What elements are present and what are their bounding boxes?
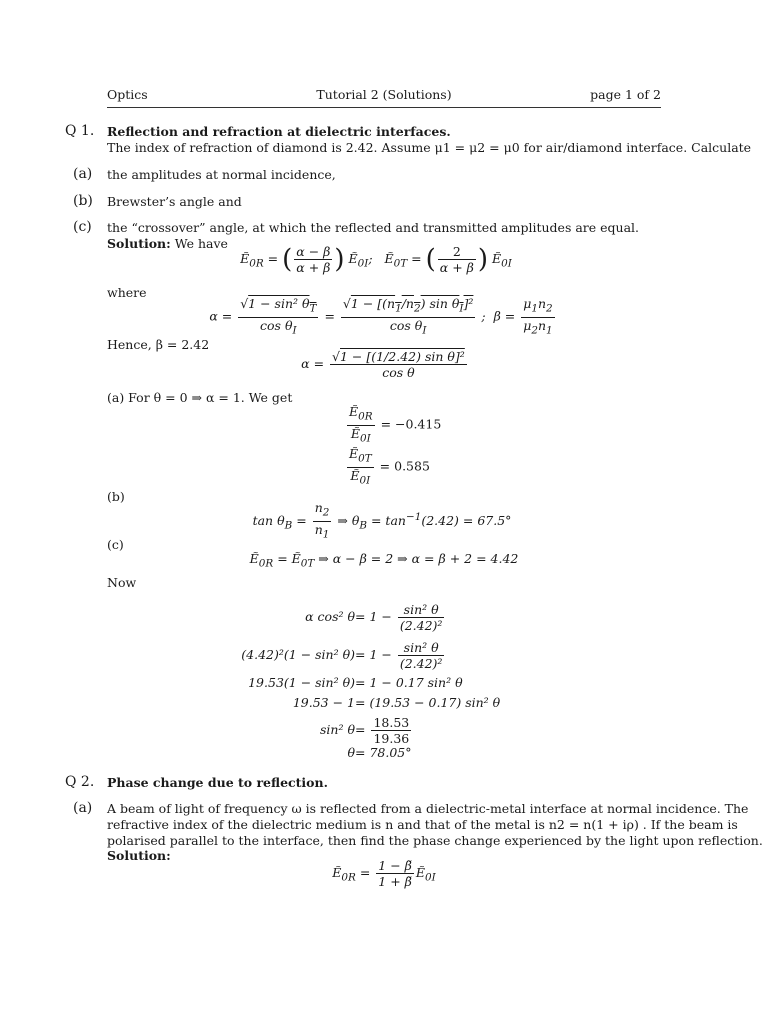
derivation-line-2-den: (2.42)² [399,656,443,671]
derivation-line-5-rhs: = [355,722,366,737]
transmission-ratio-value: = 0.585 [379,458,430,474]
crossover-equation: Ẽ$_{0R}$ = Ẽ$_{0T}$ ⇒ α − β = 2 ⇒ α = β + 2 = 4.42 [249,551,519,570]
header-page-number: page 1 of 2 [590,87,661,102]
amplitude-equations: Ẽ$_{0R}$ = ( $\frac{\alpha - \beta}{\alpha + \beta}$ ) Ẽ$_{0I}$; Ẽ$_{0T}$ = ( $\frac{2}{\alpha + \beta}$ ) Ẽ$_{0I}$ [240,244,512,275]
derivation-line-6 [0,736,768,770]
q1-part-c-label: (c) [73,219,92,235]
q2-reflection-equation: Ẽ$_{0R}$ = $\frac{1 - \betã}{1 + \betã}$ Ẽ$_{0I}$ [332,858,436,889]
q1-solution-label: Solution: [107,236,171,251]
derivation-line-1-den: (2.42)² [399,618,443,633]
derivation-line-3-rhs: = 1 − 0.17 sin² θ [355,675,463,690]
q2-title: Phase change due to reflection. [107,775,328,790]
derivation-line-4-lhs: 19.53 − 1 [292,695,355,710]
q1-part-b-label: (b) [73,193,93,209]
q2-text-line-1: A beam of light of frequency ω is reflected from a dielectric-metal interface at normal incidence. The [107,801,749,816]
q1-part-c-text: the “crossover” angle, at which the reflected and transmitted amplitudes are equal. [107,220,640,235]
derivation-line-5-num: 18.53 [373,715,410,730]
q2-part-a-label: (a) [73,800,93,816]
brewster-angle-equation: $\tan \theta_B$ = $\frac{n_2}{n_1}$ ⇒ $\theta_B = \tan^{-1}(2.42) = 67.5^\circ$ [252,500,512,540]
derivation-line-5-den: 19.36 [373,731,410,746]
q2-text-line-3: polarised parallel to the interface, then find the phase change experienced by the light upon reflection. [107,833,763,848]
derivation-line-5-lhs: sin² θ [320,722,355,737]
q1-number: Q 1. [65,123,95,139]
q1-solution-intro: We have [174,236,228,251]
derivation-line-2-lhs: (4.42)²(1 − sin² θ) [241,647,355,662]
header-course: Optics [107,87,148,102]
derivation-line-1 [0,600,768,634]
q1-part-a-solution: (a) For θ = 0 ⇒ α = 1. We get [107,390,293,405]
alpha-diamond-equation: α = $\frac{\text{√1 − [(1/2.42) sin θ]²}}{\text{cos θ}}$ [301,349,465,380]
q1-part-a-text: the amplitudes at normal incidence, [107,167,336,182]
derivation-line-2-num: sin² θ [398,640,445,656]
header-title: Tutorial 2 (Solutions) [316,87,452,102]
derivation-line-6-rhs: = 78.05° [355,745,412,760]
q1-title: Reflection and refraction at dielectric interfaces. [107,124,451,139]
derivation-line-4-rhs: = (19.53 − 0.17) sin² θ [355,695,501,710]
derivation-line-1-num: sin² θ [398,602,445,618]
q1-intro: The index of refraction of diamond is 2.42. Assume μ1 = μ2 = μ0 for air/diamond interface. Calculate [107,140,752,155]
derivation-line-1-rhs: = 1 − [355,609,392,624]
transmission-ratio: $\frac{Ẽ_{0T}}{Ẽ_{0I}}$ = 0.585 [349,446,430,486]
derivation-line-6-lhs: θ [347,745,355,760]
derivation-line-1-lhs: α cos² θ [305,609,355,624]
running-header [107,87,661,105]
derivation-line-2-rhs: = 1 − [355,647,392,662]
q1-part-a-label: (a) [73,166,93,182]
q2-number: Q 2. [65,774,95,790]
derivation-line-3-lhs: 19.53(1 − sin² θ) [248,675,355,690]
alpha-beta-definitions: α = $\frac{√1 - \sin^2 \theta_T}{\cos \theta_I}$ = $\frac{√1 - [(n_1/n_2) \sin \theta_I]^2}{\cos \theta_I}$ ; β = $\frac{\mu_1n_2}{\mu_2n_1}$ [209,296,553,336]
q1-part-c-solution-label: (c) [107,537,124,552]
q1-where: where [107,285,147,300]
q1-hence: Hence, β = 2.42 [107,337,210,352]
q2-text-line-2: refractive index of the dielectric medium is n and that of the metal is n2 = n(1 + iρ) . If the beam is [107,817,738,832]
q1-now: Now [107,575,137,590]
reflection-ratio-value: = −0.415 [380,416,442,432]
q1-part-b-solution-label: (b) [107,489,125,504]
q2-solution-label: Solution: [107,848,171,863]
reflection-ratio: $\frac{Ẽ_{0R}}{Ẽ_{0I}}$ = −0.415 [349,404,442,444]
q1-part-b-text: Brewster’s angle and [107,194,242,209]
header-rule [107,107,661,108]
